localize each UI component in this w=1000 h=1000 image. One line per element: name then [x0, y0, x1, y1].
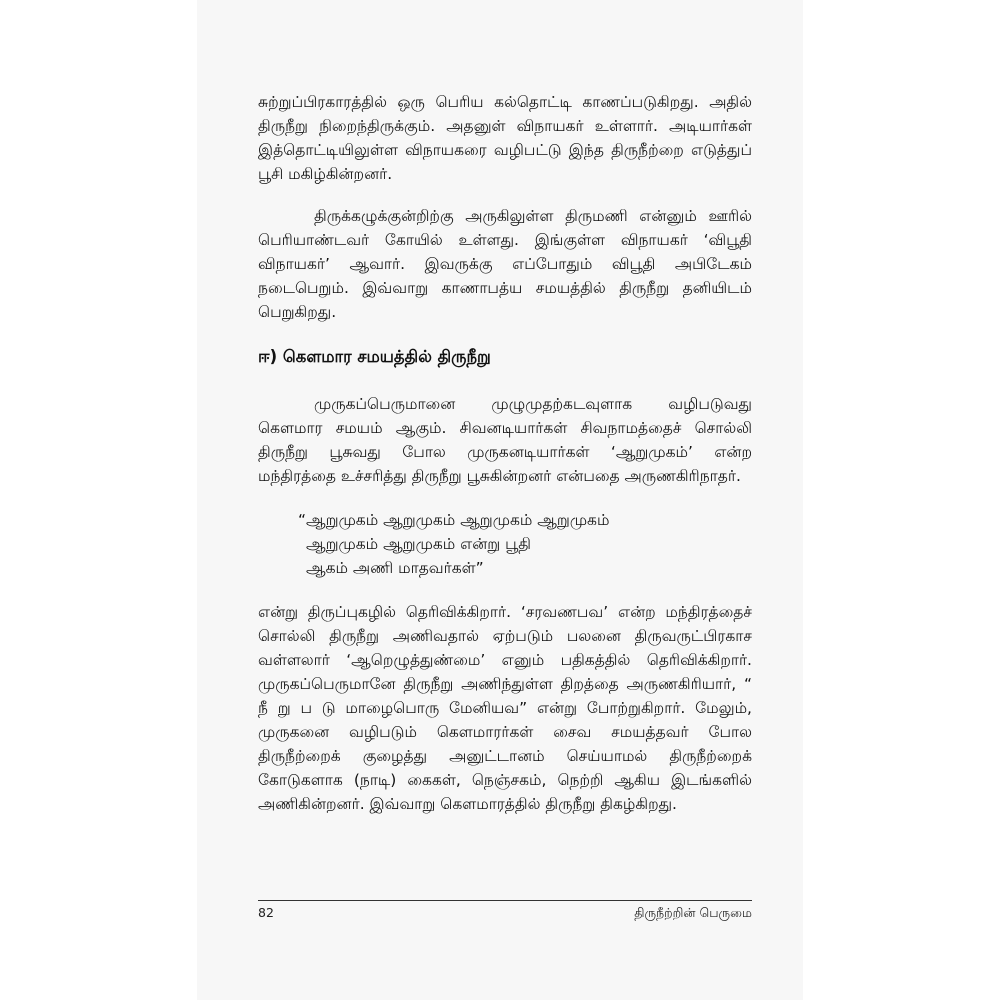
page-body — [258, 90, 752, 816]
paragraph-4: என்று திருப்புகழில் தெரிவிக்கிறார். ‘சரவணபவ’ என்ற மந்திரத்தைச் சொல்லி திருநீறு அணிவதால் ஏற்படும் பலனை திருவருட்பிரகாச வள்ளலார் ‘ஆறெழுத்துண்மை’ எனும் பதிகத்தில் தெரிவிக்கிறார். முருகப்பெருமானே திருநீறு அணிந்துள்ள திறத்தை அருணகிரியார், “ நீ று ப டு மாழைபொரு மேனியவ” என்று போற்றுகிறார். மேலும், முருகனை வழிபடும் கௌமாரர்கள் சைவ சமயத்தவர் போல திருநீற்றைக் குழைத்து அனுட்டானம் செய்யாமல் திருநீற்றைக் கோடுகளாக (நாடி) கைகள், நெஞ்சகம், நெற்றி ஆகிய இடங்களில் அணிகின்றனர். இவ்வாறு கௌமாரத்தில் திருநீறு திகழ்கிறது. — [258, 603, 752, 813]
paragraph-3: முருகப்பெருமானை முழுமுதற்கடவுளாக வழிபடுவது கௌமார சமயம் ஆகும். சிவனடியார்கள் சிவநாமத்தைச் சொல்லி திருநீறு பூசுவது போல முருகனடியார்கள் ‘ஆறுமுகம்’ என்ற மந்திரத்தை உச்சரித்து திருநீறு பூசுகின்றனர் என்பதை அருணகிரிநாதர். — [258, 395, 752, 485]
footer-divider — [258, 900, 752, 901]
page-number: 82 — [258, 905, 274, 920]
verse-line-2: ஆறுமுகம் ஆறுமுகம் என்று பூதி — [306, 535, 531, 553]
paragraph-2: திருக்கழுக்குன்றிற்கு அருகிலுள்ள திருமணி என்னும் ஊரில் பெரியாண்டவர் கோயில் உள்ளது. இங்குள்ள விநாயகர் ‘விபூதி விநாயகர்’ ஆவார். இவருக்கு எப்போதும் விபூதி அபிடேகம் நடைபெறும். இவ்வாறு காணாபத்ய சமயத்தில் திருநீறு தனியிடம் பெறுகிறது. — [258, 207, 752, 321]
verse-line-1: “ஆறுமுகம் ஆறுமுகம் ஆறுமுகம் ஆறுமுகம் — [298, 511, 610, 529]
verse-quote — [258, 508, 752, 580]
book-page — [197, 0, 803, 1000]
running-title: திருநீற்றின் பெருமை — [634, 905, 752, 920]
section-heading: ஈ) கௌமார சமயத்தில் திருநீறு — [258, 347, 491, 366]
paragraph-1: சுற்றுப்பிரகாரத்தில் ஒரு பெரிய கல்தொட்டி காணப்படுகிறது. அதில் திருநீறு நிறைந்திருக்கும். அதனுள் விநாயகர் உள்ளார். அடியார்கள் இத்தொட்டியிலுள்ள விநாயகரை வழிபட்டு இந்த திருநீற்றை எடுத்துப் பூசி மகிழ்கின்றனர். — [258, 93, 752, 183]
verse-line-3: ஆகம் அணி மாதவர்கள்” — [306, 559, 484, 577]
